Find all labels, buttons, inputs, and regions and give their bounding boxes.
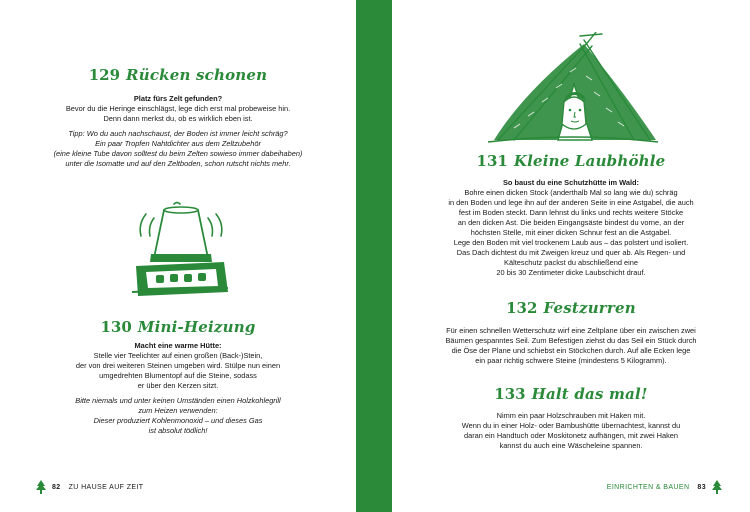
left-page: [0, 0, 356, 512]
body-line: an den dicken Ast. Die beiden Eingangsäste bindest du vorne, an der: [457, 218, 685, 227]
tree-icon: [36, 480, 46, 494]
section-133-body: [392, 411, 750, 451]
section-130-body: [0, 341, 356, 436]
section-number: 133: [494, 385, 526, 403]
body-line: ein paar richtig schwere Steine (mindestens 5 Kilogramm).: [475, 356, 667, 365]
page-number: 82: [52, 483, 61, 491]
section-subtitle: So baust du eine Schutzhütte im Wald:: [502, 178, 640, 187]
body-line: Bäumen gespanntes Seil. Zum Befestigen ziehst du das Seil ein Stück durch: [445, 336, 697, 345]
right-footer: [607, 480, 722, 494]
section-129-body: [0, 94, 356, 169]
section-number: 131: [476, 152, 508, 170]
left-footer: [36, 480, 143, 494]
body-line: Stelle vier Teelichter auf einen großen (Back-)Stein,: [93, 351, 263, 360]
body-line: fest im Boden steckt. Dann lehnst du links und rechts weitere Stöcke: [458, 208, 684, 217]
body-line: der von drei weiteren Steinen umgeben wird. Stülpe nun einen: [75, 361, 281, 370]
section-title: Mini-Heizung: [137, 318, 256, 336]
flowerpot-heater-illustration: [124, 196, 238, 306]
warning-line: ist absolut tödlich!: [148, 426, 208, 435]
body-line: die Öse der Plane und schiebst ein Stöckchen durch. Auf alle Ecken lege: [451, 346, 691, 355]
body-line: Denn dann merkst du, ob es wirklich eben ist.: [103, 114, 253, 123]
leaf-hut-illustration: [484, 32, 660, 148]
body-line: daran ein Handtuch oder Moskitonetz aufhängen, mit zwei Haken: [463, 431, 679, 440]
body-line: kannst du auch eine Wäscheleine spannen.: [499, 441, 643, 450]
body-line: Nimm ein paar Holzschrauben mit Haken mit.: [496, 411, 646, 420]
section-132-body: [392, 326, 750, 366]
footer-label: ZU HAUSE AUF ZEIT: [68, 483, 144, 491]
body-line: Bohre einen dicken Stock (anderthalb Mal so lang wie du) schräg: [464, 188, 678, 197]
section-133-heading: [392, 385, 750, 404]
section-title: Kleine Laubhöhle: [513, 152, 666, 170]
section-131-body: [392, 178, 750, 278]
green-spine: [356, 0, 392, 512]
tip-line: Tipp: Wo du auch nachschaust, der Boden ist immer leicht schräg?: [68, 129, 288, 138]
warning-line: zum Heizen verwenden:: [138, 406, 218, 415]
section-129-heading: [0, 66, 356, 85]
section-number: 132: [506, 299, 538, 317]
body-line: Das Dach dichtest du mit Zweigen kreuz und quer ab. Als Regen- und: [456, 248, 686, 257]
section-130-heading: [0, 318, 356, 337]
body-line: er über den Kerzen sitzt.: [137, 381, 219, 390]
section-subtitle: Macht eine warme Hütte:: [134, 341, 222, 350]
section-subtitle: Platz fürs Zelt gefunden?: [133, 94, 223, 103]
body-line: umgedrehten Blumentopf auf die Steine, sodass: [99, 371, 257, 380]
footer-label: EINRICHTEN & BAUEN: [606, 483, 690, 491]
body-line: Kälteschutz packst du abschließend eine: [504, 258, 638, 267]
tip-line: unter die Isomatte und auf den Zeltboden, schon rutscht nichts mehr.: [65, 159, 291, 168]
section-title: Festzurren: [543, 299, 636, 317]
section-131-heading: [392, 152, 750, 171]
right-page: [392, 0, 750, 512]
body-line: Wenn du in einer Holz- oder Bambushütte übernachtest, kannst du: [461, 421, 681, 430]
warning-line: Bitte niemals und unter keinen Umständen einen Holzkohlegrill: [75, 396, 281, 405]
tip-line: Ein paar Tropfen Nahtdichter aus dem Zeltzubehör: [95, 139, 261, 148]
section-132-heading: [392, 299, 750, 318]
body-line: Lege den Boden mit viel trockenem Laub aus – das polstert und isoliert.: [453, 238, 689, 247]
tree-icon: [712, 480, 722, 494]
page-number: 83: [697, 483, 706, 491]
warning-line: Dieser produziert Kohlenmonoxid – und dieses Gas: [93, 416, 263, 425]
body-line: höchsten Stelle, mit einer dicken Schnur fest an die Astgabel.: [470, 228, 672, 237]
section-number: 129: [88, 66, 121, 84]
section-title: Halt das mal!: [531, 385, 648, 403]
section-title: Rücken schonen: [126, 66, 268, 84]
section-number: 130: [100, 318, 132, 336]
body-line: Für einen schnellen Wetterschutz wirf eine Zeltplane über ein zwischen zwei: [446, 326, 696, 335]
tip-line: (eine kleine Tube davon solltest du beim Zelten sowieso immer dabeihaben): [53, 149, 303, 158]
body-line: in den Boden und lege ihn auf der anderen Seite in eine Astgabel, die auch: [448, 198, 694, 207]
body-line: 20 bis 30 Zentimeter dicke Laubschicht drauf.: [496, 268, 646, 277]
body-line: Bevor du die Heringe einschlägst, lege dich erst mal probeweise hin.: [65, 104, 291, 113]
